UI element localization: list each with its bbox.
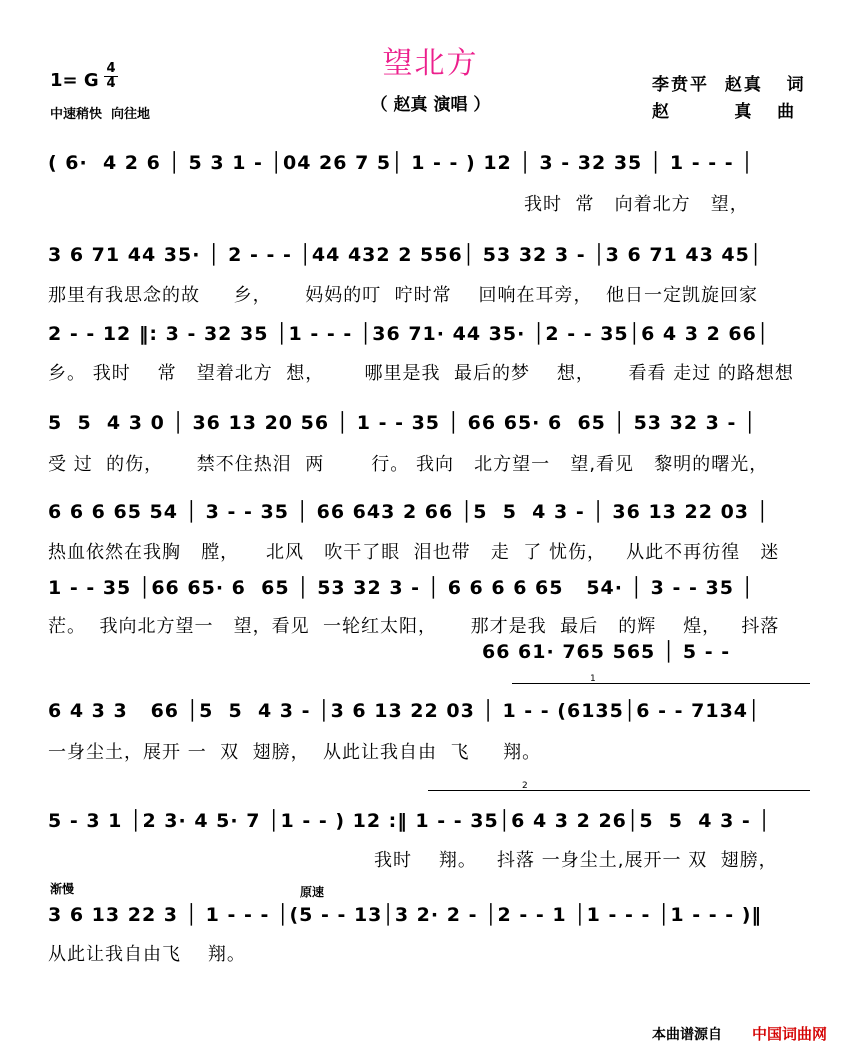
time-signature-top: 4	[106, 61, 116, 76]
lyric-row-7: 一身尘土，展开 一 双 翅膀， 从此让我自由 飞 翔。	[48, 742, 542, 763]
notation-row-9: 3 6 13 22 3 │ 1 - - - │(5 - - 13│3 2· 2 - │2 - - 1 │1 - - - │1 - - - )‖	[48, 904, 762, 926]
a-tempo-mark: 原速	[300, 885, 325, 899]
notation-row-5: 6 6 6 65 54 │ 3 - - 35 │ 66 643 2 66 │5 5 4 3 - │ 36 13 22 03 │	[48, 501, 770, 523]
lyric-row-1: 我时 常 向着北方 望，	[524, 194, 749, 215]
singer-credit: （ 赵真 演唱 ）	[370, 95, 491, 115]
lyric-row-9: 从此让我自由飞 翔。	[48, 944, 246, 965]
volta-bracket-1	[512, 683, 810, 684]
notation-row-4: 5 5 4 3 0 │ 36 13 20 56 │ 1 - - 35 │ 66 65· 6 65 │ 53 32 3 - │	[48, 412, 757, 434]
notation-row-3: 2 - - 12 ‖: 3 - 32 35 │1 - - - │36 71· 44 35· │2 - - 35│6 4 3 2 66│	[48, 323, 770, 345]
lyricist-credit: 李贲平 赵真 词	[652, 75, 806, 95]
lyric-row-8: 我时 翔。 抖落 一身尘土,展开一 双 翅膀，	[374, 850, 778, 871]
notation-row-2: 3 6 71 44 35· │ 2 - - - │44 432 2 556│ 53 32 3 - │3 6 71 43 45│	[48, 244, 763, 266]
lyric-row-3: 乡。 我时 常 望着北方 想， 哪里是我 最后的梦 想， 看看 走过 的路想想	[48, 363, 794, 384]
composer-credit: 赵 真 曲	[652, 102, 797, 122]
key-signature: 1= G	[50, 70, 99, 91]
notation-row-6: 1 - - 35 │66 65· 6 65 │ 53 32 3 - │ 6 6 6 6 65 54· │ 3 - - 35 │	[48, 577, 754, 599]
lyric-row-6: 茫。 我向北方望一 望，看见 一轮红太阳， 那才是我 最后 的辉 煌， 抖落	[48, 616, 780, 637]
volta-bracket-2	[428, 790, 810, 791]
ritardando-mark: 渐慢	[50, 882, 75, 896]
notation-row-7: 6 4 3 3 66 │5 5 4 3 - │3 6 13 22 03 │ 1 - - (6135│6 - - 7134│	[48, 700, 761, 722]
time-signature	[104, 62, 118, 91]
notation-row-8: 5 - 3 1 │2 3· 4 5· 7 │1 - - ) 12 :‖ 1 - - 35│6 4 3 2 26│5 5 4 3 - │	[48, 810, 771, 832]
site-link[interactable]: 中国词曲网	[752, 1025, 828, 1043]
lyric-row-2: 那里有我思念的故 乡， 妈妈的叮 咛时常 回响在耳旁， 他日一定凯旋回家	[48, 285, 758, 306]
volta-number-1: 1	[590, 674, 596, 684]
lyric-row-5: 热血依然在我胸 膛， 北风 吹干了眼 泪也带 走 了 忧伤， 从此不再彷徨 迷	[48, 542, 780, 563]
lyric-row-4: 受 过 的伤， 禁不住热泪 两 行。 我向 北方望一 望,看见 黎明的曙光，	[48, 454, 769, 475]
notation-row-1: ( 6· 4 2 6 │ 5 3 1 - │04 26 7 5│ 1 - - ) 12 │ 3 - 32 35 │ 1 - - - │	[48, 152, 754, 174]
source-note: 本曲谱源自	[652, 1027, 722, 1043]
time-signature-bottom: 4	[104, 76, 118, 91]
song-title: 望北方	[382, 46, 479, 81]
tempo-marking: 中速稍快 向往地	[50, 107, 151, 122]
alt-notation-row: 66 61· 765 565 │ 5 - -	[482, 641, 731, 663]
volta-number-2: 2	[522, 781, 528, 791]
